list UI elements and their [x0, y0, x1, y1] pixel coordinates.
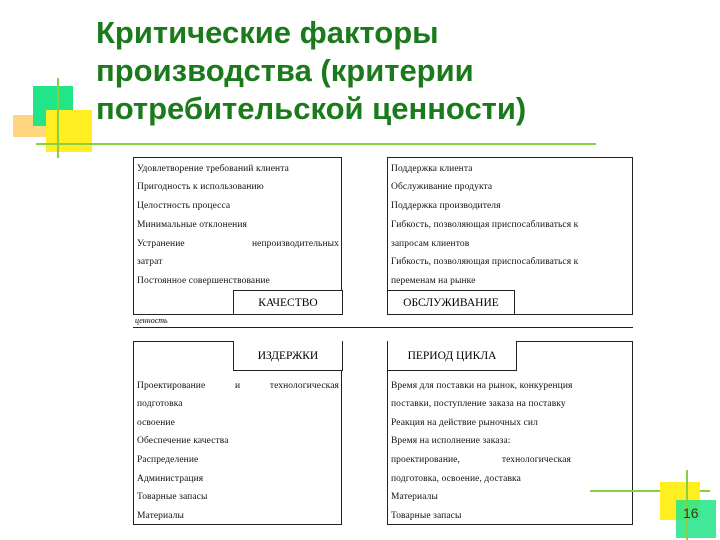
decor-line-horizontal [36, 143, 596, 145]
service-item: Поддержка клиента [391, 164, 473, 174]
quality-item: непроизводительных [252, 239, 339, 249]
costs-item-row [137, 380, 339, 392]
quality-item: затрат [137, 257, 163, 267]
cycle-item: подготовка, освоение, доставка [391, 474, 521, 484]
service-item: Обслуживание продукта [391, 182, 493, 192]
costs-item: Проектирование [137, 381, 206, 391]
service-label: ОБСЛУЖИВАНИЕ [387, 290, 515, 315]
decor-square-yellow [46, 110, 92, 152]
title-line-1: Критические факторы [96, 15, 439, 50]
costs-item: освоение [137, 418, 175, 428]
quality-item: Целостность процесса [137, 201, 231, 211]
cycle-item: проектирование, [391, 455, 460, 465]
cycle-item: Товарные запасы [391, 511, 462, 521]
cycle-item: Время на исполнение заказа: [391, 436, 511, 446]
quality-item: Пригодность к использованию [137, 182, 264, 192]
costs-item: технологическая [269, 381, 339, 391]
service-item: запросам клиентов [391, 239, 470, 249]
cycle-item: технологическая [501, 455, 571, 465]
costs-item: Материалы [137, 511, 184, 521]
quality-item-row [137, 238, 339, 250]
cycle-item: Время для поставки на рынок, конкуренция [391, 381, 573, 391]
slide-title [96, 14, 696, 128]
cycle-item-row [391, 454, 571, 466]
quality-item: Устранение [137, 239, 185, 249]
quality-item: Минимальные отклонения [137, 220, 247, 230]
costs-item: Товарные запасы [137, 492, 208, 502]
costs-item: Распределение [137, 455, 199, 465]
title-line-3: потребительской ценности) [96, 91, 527, 126]
service-item: Гибкость, позволяющая приспосабливаться к [391, 257, 579, 267]
service-item: Поддержка производителя [391, 201, 501, 211]
service-item: переменам на рынке [391, 276, 476, 286]
service-item: Гибкость, позволяющая приспосабливаться к [391, 220, 579, 230]
value-label: ценность [135, 316, 168, 325]
quality-item: Удовлетворение требований клиента [137, 164, 289, 174]
costs-item: Обеспечение качества [137, 436, 229, 446]
quality-item: Постоянное совершенствование [137, 276, 270, 286]
decor-line-vertical [57, 78, 59, 158]
title-line-2: производства (критерии [96, 53, 474, 88]
costs-item: подготовка [137, 399, 183, 409]
cycle-item: Реакция на действие рыночных сил [391, 418, 538, 428]
quality-label: КАЧЕСТВО [233, 290, 343, 315]
costs-item: и [234, 381, 241, 391]
page-number: 16 [683, 505, 699, 521]
cycle-item: поставки, поступление заказа на поставку [391, 399, 566, 409]
value-divider [133, 327, 633, 328]
costs-label: ИЗДЕРЖКИ [233, 341, 343, 371]
cycle-label: ПЕРИОД ЦИКЛА [387, 341, 517, 371]
costs-item: Администрация [137, 474, 204, 484]
cycle-item: Материалы [391, 492, 438, 502]
